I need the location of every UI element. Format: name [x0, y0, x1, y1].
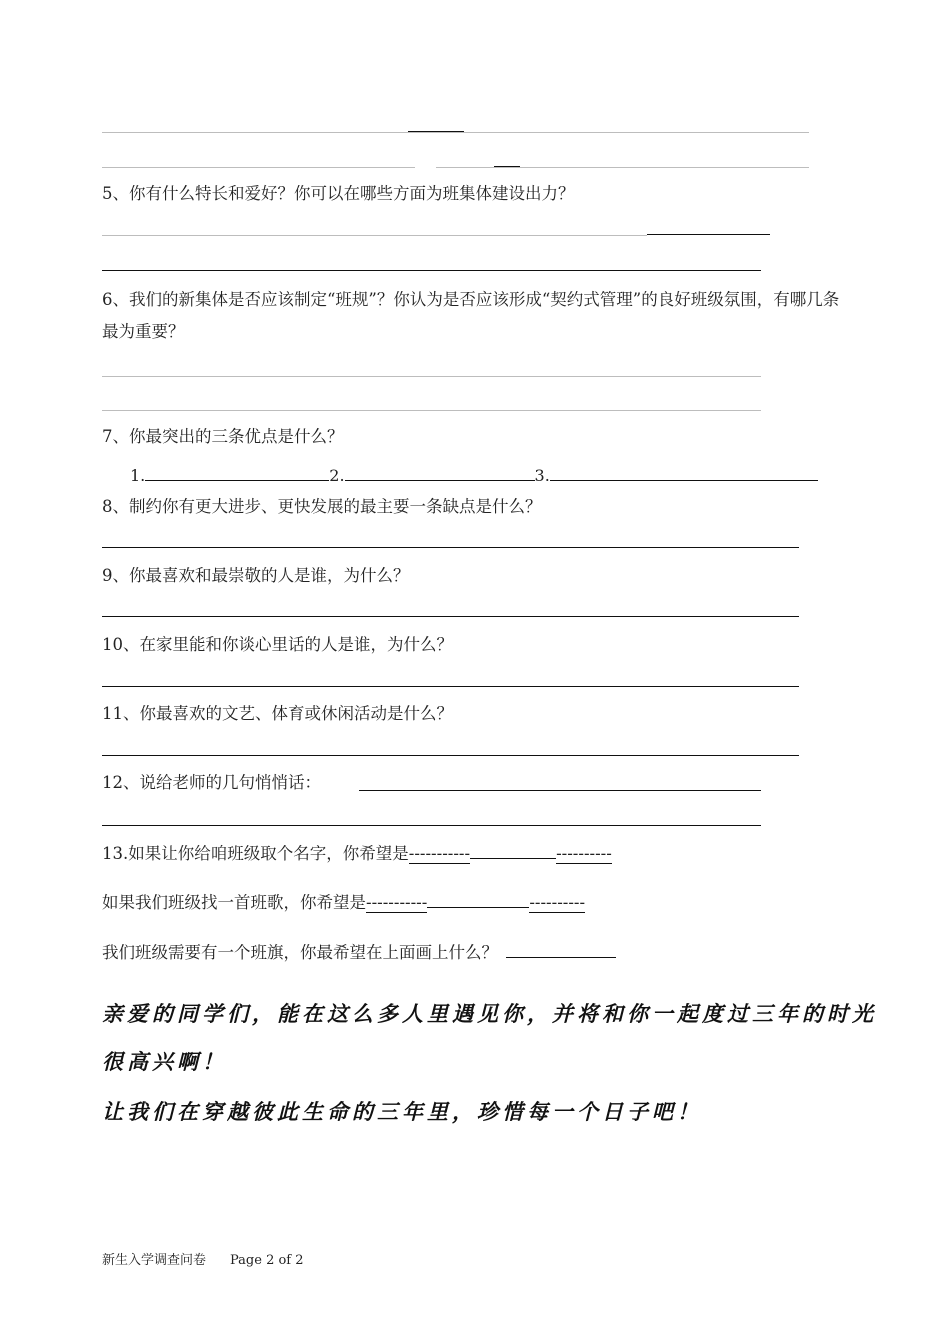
- answer-line: [102, 547, 799, 548]
- answer-line: [102, 755, 799, 756]
- class-song-blank[interactable]: [427, 889, 529, 908]
- class-name-dash-a: -----------: [408, 844, 471, 863]
- strength-1-blank[interactable]: [145, 462, 329, 481]
- question-11: 11、你最喜欢的文艺、体育或休闲活动是什么？: [102, 704, 453, 723]
- closing-line-3: 让我们在穿越彼此生命的三年里，珍惜每一个日子吧！: [102, 1099, 702, 1124]
- class-song-dash-b: ----------: [529, 893, 586, 912]
- answer-line-segment: [494, 166, 520, 167]
- answer-line-segment: [647, 234, 770, 235]
- answer-line: [102, 376, 761, 377]
- question-13: [102, 840, 612, 865]
- answer-line: [102, 132, 809, 133]
- answer-line: [102, 616, 799, 617]
- answer-line: [359, 790, 761, 791]
- question-5: 5、你有什么特长和爱好？你可以在哪些方面为班集体建设出力？: [102, 184, 575, 203]
- closing-line-2: 很高兴啊！: [102, 1049, 227, 1074]
- question-12-text: 12、说给老师的几句悄悄话：: [102, 773, 321, 792]
- answer-line-segment: [408, 131, 464, 132]
- answer-line: [102, 686, 799, 687]
- question-9: 9、你最喜欢和最崇敬的人是谁，为什么？: [102, 566, 410, 585]
- answer-line: [102, 410, 761, 411]
- class-song-text: 如果我们班级找一首班歌，你希望是: [102, 893, 366, 912]
- class-name-blank[interactable]: [470, 840, 556, 859]
- class-flag-text: 我们班级需要有一个班旗，你最希望在上面画上什么？: [102, 943, 498, 962]
- strength-1-label: 1.: [130, 466, 146, 485]
- strength-3-blank[interactable]: [550, 462, 818, 481]
- answer-line: [436, 167, 809, 168]
- answer-line: [102, 235, 647, 236]
- closing-line-1: 亲爱的同学们，能在这么多人里遇见你，并将和你一起度过三年的时光: [102, 1001, 877, 1026]
- footer-title: 新生入学调查问卷: [102, 1253, 207, 1268]
- class-flag-blank[interactable]: [506, 939, 616, 958]
- class-name-dash-b: ----------: [556, 844, 612, 863]
- footer-page-number: Page 2 of 2: [230, 1253, 304, 1268]
- page-footer: [102, 1249, 328, 1268]
- strength-2-blank[interactable]: [345, 462, 535, 481]
- class-flag-question: [102, 939, 616, 964]
- question-6: 6、我们的新集体是否应该制定“班规”？你认为是否应该形成“契约式管理”的良好班级氛围，有哪几条最为重要？: [102, 290, 840, 341]
- question-8: 8、制约你有更大进步、更快发展的最主要一条缺点是什么？: [102, 497, 542, 516]
- answer-line: [102, 825, 761, 826]
- strength-3-label: 3.: [534, 466, 550, 485]
- question-10: 10、在家里能和你谈心里话的人是谁，为什么？: [102, 635, 453, 654]
- answer-line: [102, 167, 415, 168]
- class-song-dash-a: -----------: [366, 893, 428, 912]
- question-7: 7、你最突出的三条优点是什么？: [102, 427, 344, 446]
- question-12: [102, 772, 321, 794]
- strength-2-label: 2.: [329, 466, 345, 485]
- answer-line: [102, 270, 761, 271]
- question-13-text: 13.如果让你给咱班级取个名字，你希望是: [102, 844, 409, 863]
- strengths-row: [130, 462, 818, 487]
- class-song-question: [102, 889, 585, 914]
